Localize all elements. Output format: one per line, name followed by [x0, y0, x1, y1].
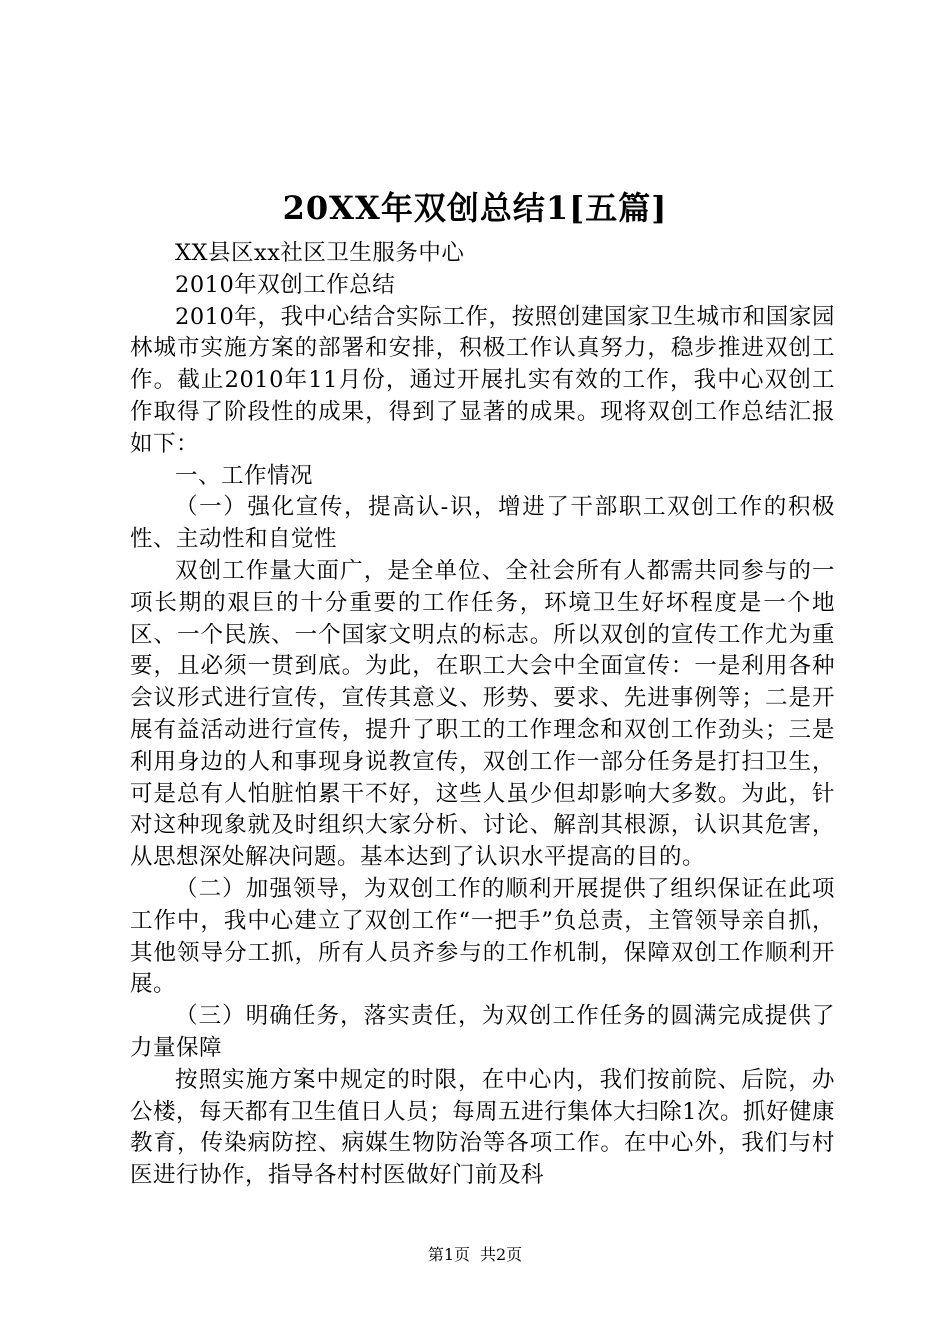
subsection-heading-3: （三）明确任务，落实责任，为双创工作任务的圆满完成提供了力量保障: [130, 1003, 835, 1061]
subsection-heading-1: （一）强化宣传，提高认-识，增进了干部职工双创工作的积极性、主动性和自觉性: [130, 494, 835, 553]
page-number-current: 第1页: [427, 1245, 470, 1264]
paragraph-intro: 2010年，我中心结合实际工作，按照创建国家卫生城市和国家园林城市实施方案的部署和安排，积极工作认真努力，稳步推进双创工作。截止2010年11月份，通过开展扎实有效的工作，我中心双创工作取得了阶段性的成果，得到了显著的成果。现将双创工作总结汇报如下：: [130, 303, 835, 457]
section-heading-work-status: 一、工作情况: [175, 462, 314, 489]
paragraph-tasks: 按照实施方案中规定的时限，在中心内，我们按前院、后院，办公楼，每天都有卫生值日人员；每周五进行集体大扫除1次。抓好健康教育，传染病防控、病媒生物防治等各项工作。在中心外，我们与村医进行协作，指导各村村医做好门前及科: [130, 1066, 835, 1189]
paragraph-organization: XX县区xx社区卫生服务中心: [175, 240, 465, 266]
page-footer: [0, 1244, 950, 1266]
document-body: [130, 238, 835, 1192]
paragraph-publicity: 双创工作量大面广，是全单位、全社会所有人都需共同参与的一项长期的艰巨的十分重要的工作任务，环境卫生好坏程度是一个地区、一个民族、一个国家文明点的标志。所以双创的宣传工作尤为重要，且必须一贯到底。为此，在职工大会中全面宣传：一是利用各种会议形式进行宣传，宣传其意义、形势、要求、先进事例等；二是开展有益活动进行宣传，提升了职工的工作理念和双创工作劲头；三是利用身边的人和事现身说教宣传，双创工作一部分任务是打扫卫生，可是总有人怕脏怕累干不好，这些人虽少但却影响大多数。为此，针对这种现象就及时组织大家分析、讨论、解剖其根源，认识其危害，从思想深处解决问题。基本达到了认识水平提高的目的。: [130, 557, 835, 871]
document-title: 20XX年双创总结1[五篇]: [282, 189, 668, 227]
paragraph-subtitle: 2010年双创工作总结: [175, 271, 396, 298]
page-number-total: 共2页: [480, 1245, 523, 1264]
subsection-heading-2: （二）加强领导，为双创工作的顺利开展提供了组织保证在此项工作中，我中心建立了双创工作“一把手”负总责，主管领导亲自抓，其他领导分工抓，所有人员齐参与的工作机制，保障双创工作顺利开展。: [130, 875, 835, 998]
